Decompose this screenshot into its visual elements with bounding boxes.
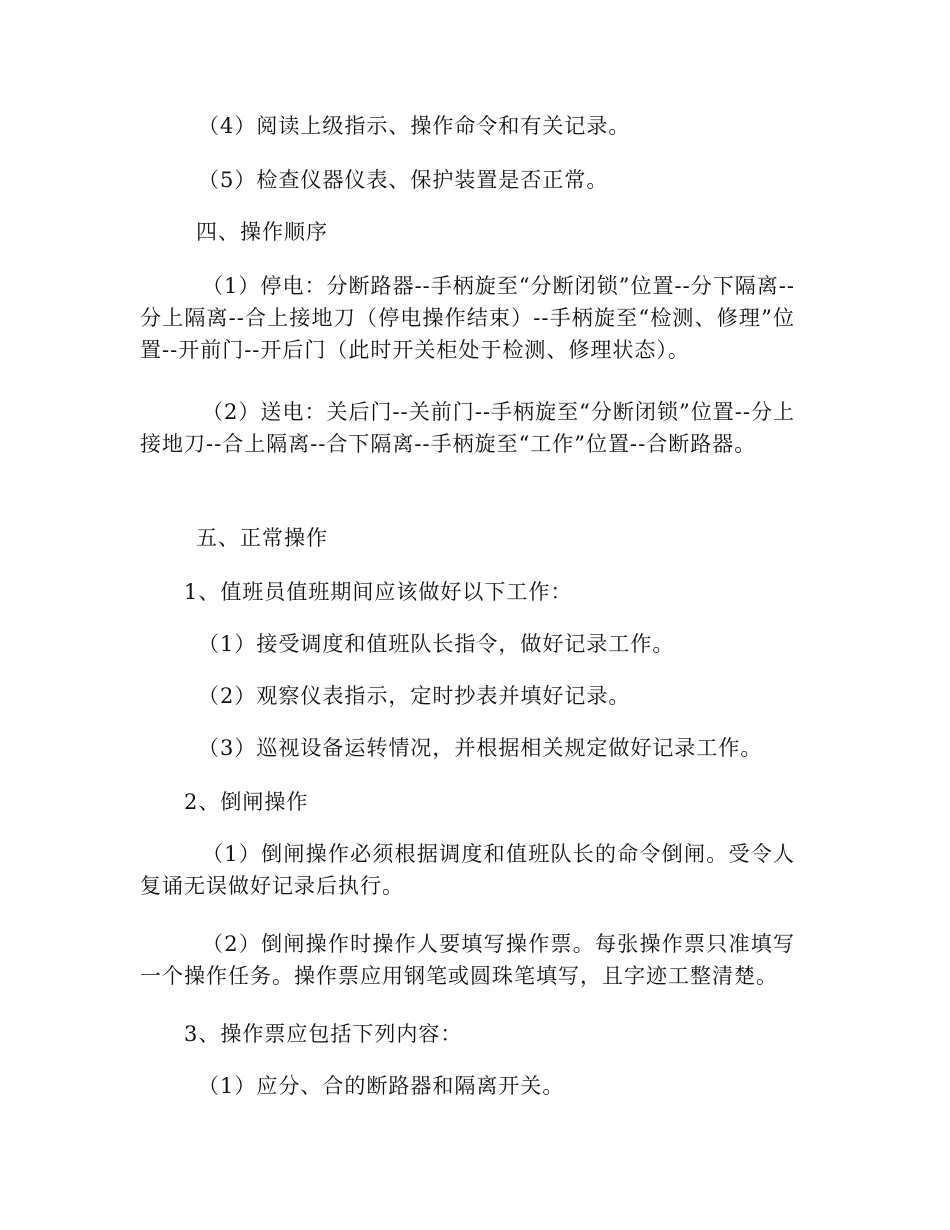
item-read-instructions: （4）阅读上级指示、操作命令和有关记录。 bbox=[198, 114, 631, 138]
paragraph-operation-ticket: （2）倒闸操作时操作人要填写操作票。每张操作票只准填写一个操作任务。操作票应用钢笔或圆珠笔填写，且字迹工整清楚。 bbox=[140, 932, 795, 988]
subheading-switching-operation: 2、倒闸操作 bbox=[184, 790, 309, 814]
subheading-ticket-contents: 3、操作票应包括下列内容： bbox=[184, 1022, 463, 1046]
paragraph-switching-command: （1）倒闸操作必须根据调度和值班队长的命令倒闸。受令人复诵无误做好记录后执行。 bbox=[140, 842, 795, 898]
paragraph-power-on: （2）送电：关后门--关前门--手柄旋至“分断闭锁”位置--分上接地刀--合上隔离--合下隔离--手柄旋至“工作”位置--合断路器。 bbox=[140, 400, 795, 456]
item-breakers-and-switches: （1）应分、合的断路器和隔离开关。 bbox=[198, 1074, 565, 1098]
item-check-instruments: （5）检查仪器仪表、保护装置是否正常。 bbox=[198, 168, 609, 192]
section-heading-operation-sequence: 四、操作顺序 bbox=[196, 220, 328, 244]
section-heading-normal-operation: 五、正常操作 bbox=[196, 526, 328, 550]
item-receive-commands: （1）接受调度和值班队长指令，做好记录工作。 bbox=[198, 632, 675, 656]
item-observe-instruments: （2）观察仪表指示，定时抄表并填好记录。 bbox=[198, 684, 631, 708]
subheading-duty-tasks: 1、值班员值班期间应该做好以下工作： bbox=[184, 580, 573, 604]
paragraph-power-off: （1）停电：分断路器--手柄旋至“分断闭锁”位置--分下隔离--分上隔离--合上接地刀（停电操作结束）--手柄旋至“检测、修理”位置--开前门--开后门（此时开关柜处于检测、修理状态）。 bbox=[140, 274, 795, 362]
item-inspect-equipment: （3）巡视设备运转情况，并根据相关规定做好记录工作。 bbox=[198, 736, 763, 760]
